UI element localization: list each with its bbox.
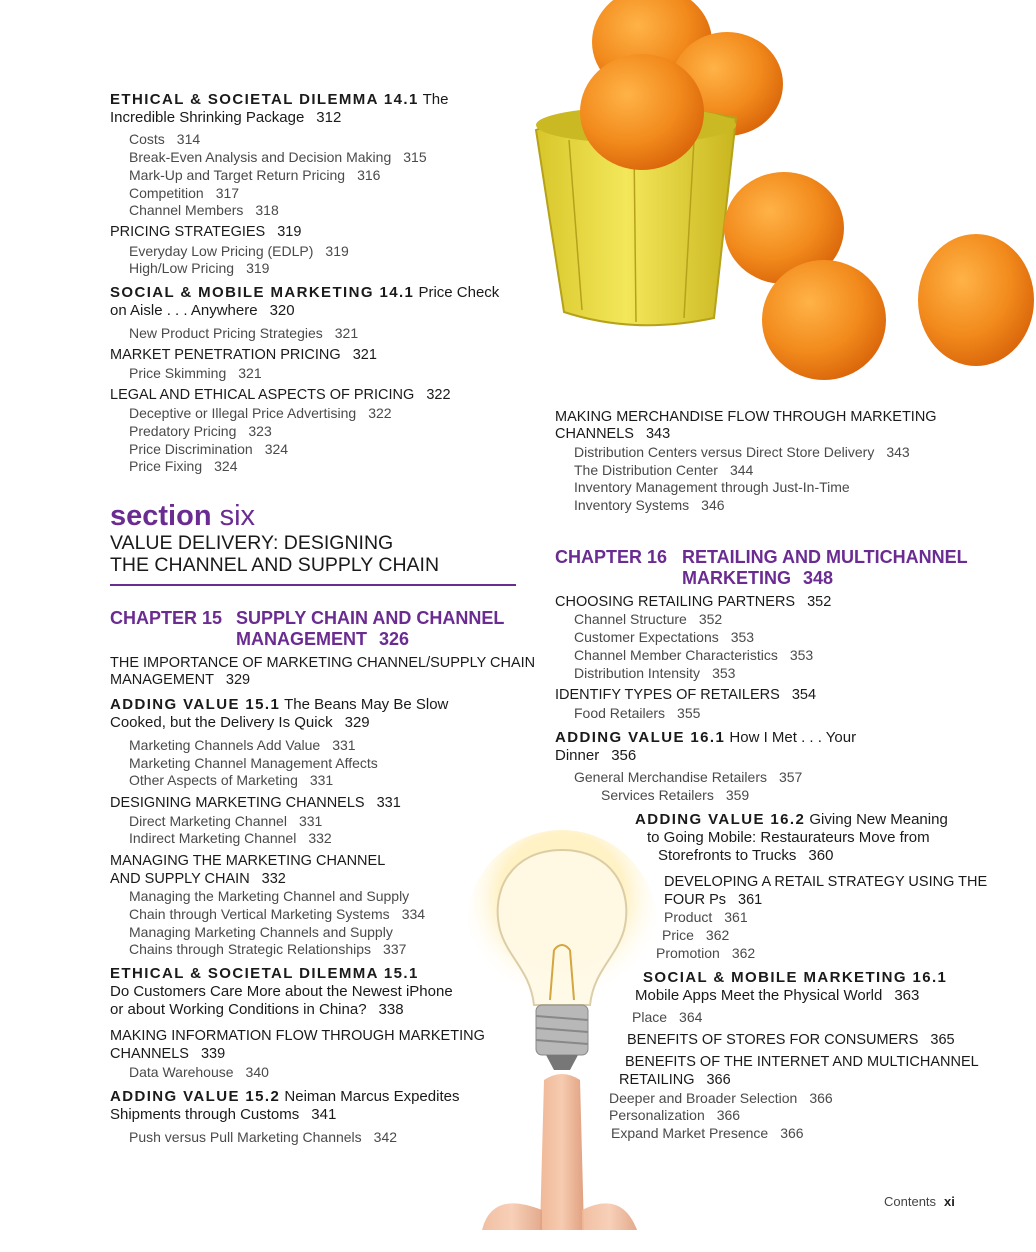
toc-entry[interactable] xyxy=(110,223,301,241)
toc-entry-page: 319 xyxy=(246,260,270,276)
toc-entry-title: Mark-Up and Target Return Pricing xyxy=(129,167,346,183)
toc-entry-title: DEVELOPING A RETAIL STRATEGY USING THE xyxy=(664,874,988,890)
toc-entry-page: 329 xyxy=(344,714,370,731)
toc-entry[interactable] xyxy=(129,457,238,475)
toc-entry-page: 366 xyxy=(706,1072,731,1088)
toc-entry-title: PRICING STRATEGIES xyxy=(110,224,266,240)
toc-entry-title: CHANNELS xyxy=(555,426,634,442)
toc-entry[interactable] xyxy=(632,1008,702,1026)
toc-entry-title: CHOOSING RETAILING PARTNERS xyxy=(555,594,796,610)
toc-entry-page: 332 xyxy=(308,830,332,846)
toc-entry-title: IDENTIFY TYPES OF RETAILERS xyxy=(555,687,780,703)
toc-entry-page: 365 xyxy=(930,1032,955,1048)
toc-entry-title: LEGAL AND ETHICAL ASPECTS OF PRICING xyxy=(110,387,415,403)
toc-entry-title: Break-Even Analysis and Decision Making xyxy=(129,149,392,165)
toc-entry-title: The Distribution Center xyxy=(574,462,718,478)
toc-entry[interactable] xyxy=(110,965,419,983)
toc-entry-title: Cooked, but the Delivery Is Quick xyxy=(110,714,333,731)
toc-entry[interactable] xyxy=(110,302,295,320)
toc-entry[interactable] xyxy=(555,408,937,426)
toc-entry-title: Place xyxy=(632,1009,668,1025)
toc-entry[interactable] xyxy=(574,646,813,664)
toc-entry[interactable] xyxy=(601,786,749,804)
toc-entry-title: Distribution Intensity xyxy=(574,665,701,681)
chapter-16-title-line-2: MARKETING xyxy=(682,568,791,588)
toc-entry[interactable] xyxy=(555,747,636,765)
toc-entry-title: Deceptive or Illegal Price Advertising xyxy=(129,405,357,421)
oranges-basket-image xyxy=(524,0,1036,390)
toc-entry-title: The Beans May Be Slow xyxy=(284,696,449,713)
chapter-15-title-line-2-wrap[interactable] xyxy=(236,629,409,650)
toc-entry[interactable] xyxy=(664,908,748,926)
toc-entry[interactable] xyxy=(574,704,700,722)
toc-entry[interactable] xyxy=(664,891,762,909)
toc-entry-title: Chain through Vertical Marketing Systems xyxy=(129,906,390,922)
toc-entry-title: Managing the Marketing Channel and Supply xyxy=(129,888,410,904)
toc-entry[interactable] xyxy=(643,969,947,987)
toc-entry-page: 321 xyxy=(238,365,262,381)
chapter-16-heading[interactable] xyxy=(555,547,968,568)
toc-entry[interactable] xyxy=(129,364,262,382)
toc-entry-page: 315 xyxy=(403,149,427,165)
toc-entry-title: BENEFITS OF THE INTERNET AND MULTICHANNEL xyxy=(625,1054,979,1070)
feature-box-label: ETHICAL & SOCIETAL DILEMMA 14.1 xyxy=(110,91,419,108)
toc-entry[interactable] xyxy=(555,686,816,704)
footer-page-number: xi xyxy=(944,1194,955,1209)
toc-entry-page: 318 xyxy=(255,202,279,218)
toc-entry[interactable] xyxy=(129,324,358,342)
chapter-15-title-line-2: MANAGEMENT xyxy=(236,629,367,649)
toc-entry-title: Competition xyxy=(129,185,204,201)
toc-entry-title: Product xyxy=(664,909,713,925)
toc-entry-title: Do Customers Care More about the Newest iPhone xyxy=(110,983,453,1000)
toc-entry[interactable] xyxy=(635,811,948,829)
toc-entry-title: Marketing Channels Add Value xyxy=(129,737,321,753)
toc-entry-page: 362 xyxy=(731,945,756,961)
toc-entry[interactable] xyxy=(664,873,987,891)
toc-entry-page: 353 xyxy=(730,629,755,645)
chapter-15-title-line-1: SUPPLY CHAIN AND CHANNEL xyxy=(236,608,505,628)
feature-box-label: SOCIAL & MOBILE MARKETING 16.1 xyxy=(643,969,948,986)
toc-entry-title: Promotion xyxy=(656,945,720,961)
toc-entry-page: 314 xyxy=(176,131,201,147)
toc-entry-title: FOUR Ps xyxy=(664,892,727,908)
toc-entry-title: Channel Structure xyxy=(574,611,687,627)
toc-entry-page: 331 xyxy=(332,737,356,753)
toc-entry[interactable] xyxy=(609,1089,833,1107)
toc-entry-page: 321 xyxy=(334,325,359,341)
toc-entry-title: Chains through Strategic Relationships xyxy=(129,941,372,957)
toc-entry[interactable] xyxy=(662,926,729,944)
toc-entry-title: or about Working Conditions in China? xyxy=(110,1001,367,1018)
toc-entry-page: 353 xyxy=(712,665,736,681)
toc-entry[interactable] xyxy=(129,166,380,184)
toc-entry[interactable] xyxy=(609,1106,740,1124)
chapter-15-page: 326 xyxy=(379,629,410,649)
toc-entry[interactable] xyxy=(110,109,341,127)
toc-entry[interactable] xyxy=(110,671,250,689)
toc-entry-page: 366 xyxy=(809,1090,833,1106)
toc-entry-title: AND SUPPLY CHAIN xyxy=(110,871,250,887)
toc-entry[interactable] xyxy=(110,1106,336,1124)
chapter-15-number: CHAPTER 15 xyxy=(110,608,223,628)
toc-entry-title: MANAGING THE MARKETING CHANNEL xyxy=(110,853,386,869)
toc-entry-title: MAKING INFORMATION FLOW THROUGH MARKETING xyxy=(110,1028,485,1044)
toc-entry[interactable] xyxy=(110,794,401,812)
toc-entry-page: 340 xyxy=(245,1064,269,1080)
toc-entry-title: MAKING MERCHANDISE FLOW THROUGH MARKETING xyxy=(555,409,937,425)
chapter-16-title-line-1: RETAILING AND MULTICHANNEL xyxy=(682,547,968,567)
toc-entry-page: 360 xyxy=(808,847,834,864)
toc-entry-title: Customer Expectations xyxy=(574,629,719,645)
toc-entry-title: New Product Pricing Strategies xyxy=(129,325,323,341)
section-number-word: six xyxy=(219,500,256,532)
toc-entry-page: 352 xyxy=(807,594,832,610)
toc-entry-page: 341 xyxy=(311,1106,337,1123)
toc-entry[interactable] xyxy=(129,940,406,958)
toc-entry-title: Price Discrimination xyxy=(129,441,253,457)
toc-entry-title: Deeper and Broader Selection xyxy=(609,1090,798,1106)
feature-box-label: ADDING VALUE 15.2 xyxy=(110,1088,281,1105)
toc-entry-title: Distribution Centers versus Direct Store Delivery xyxy=(574,444,875,460)
chapter-16-page: 348 xyxy=(803,568,834,588)
chapter-15-heading[interactable] xyxy=(110,608,504,629)
toc-entry-page: 316 xyxy=(357,167,381,183)
toc-entry-page: 332 xyxy=(261,871,286,887)
toc-entry[interactable] xyxy=(647,829,930,847)
toc-entry-page: 356 xyxy=(611,747,637,764)
toc-entry-title: Indirect Marketing Channel xyxy=(129,830,297,846)
toc-entry[interactable] xyxy=(574,461,753,479)
toc-entry[interactable] xyxy=(129,1063,269,1081)
toc-entry-title: THE IMPORTANCE OF MARKETING CHANNEL/SUPPLY CHAIN xyxy=(110,655,536,671)
toc-entry-title: Storefronts to Trucks xyxy=(658,847,797,864)
light-bulb-image xyxy=(462,830,662,1230)
toc-entry[interactable] xyxy=(110,346,377,364)
toc-entry-title: Channel Member Characteristics xyxy=(574,647,778,663)
toc-entry[interactable] xyxy=(574,496,725,514)
toc-entry[interactable] xyxy=(110,983,453,1001)
toc-entry[interactable] xyxy=(129,440,288,458)
chapter-16-number: CHAPTER 16 xyxy=(555,547,668,567)
toc-entry-title: on Aisle . . . Anywhere xyxy=(110,302,258,319)
toc-entry-title: Inventory Systems xyxy=(574,497,690,513)
toc-entry-title: Everyday Low Pricing (EDLP) xyxy=(129,243,314,259)
toc-entry-title: to Going Mobile: Restaurateurs Move from xyxy=(647,829,930,846)
toc-entry[interactable] xyxy=(129,259,269,277)
toc-entry-page: 323 xyxy=(248,423,272,439)
feature-box-label: SOCIAL & MOBILE MARKETING 14.1 xyxy=(110,284,415,301)
feature-box-label: ADDING VALUE 16.2 xyxy=(635,811,806,828)
toc-entry-page: 331 xyxy=(376,795,401,811)
toc-entry-page: 353 xyxy=(789,647,814,663)
toc-entry[interactable] xyxy=(555,593,831,611)
toc-entry[interactable] xyxy=(129,905,425,923)
toc-entry[interactable] xyxy=(110,1027,485,1045)
toc-entry-title: Data Warehouse xyxy=(129,1064,234,1080)
toc-entry-page: 317 xyxy=(215,185,240,201)
toc-entry-title: MANAGEMENT xyxy=(110,672,214,688)
toc-entry-title: Price Check xyxy=(418,284,500,301)
feature-box-label: ADDING VALUE 16.1 xyxy=(555,729,726,746)
toc-entry-page: 364 xyxy=(679,1009,703,1025)
footer-label: Contents xyxy=(884,1194,937,1209)
toc-entry[interactable] xyxy=(574,610,722,628)
section-rule xyxy=(110,584,516,586)
toc-entry[interactable] xyxy=(574,478,850,496)
toc-entry-title: How I Met . . . Your xyxy=(729,729,857,746)
toc-entry[interactable] xyxy=(129,887,409,905)
toc-entry-title: DESIGNING MARKETING CHANNELS xyxy=(110,795,365,811)
toc-entry-page: 359 xyxy=(725,787,750,803)
toc-entry[interactable] xyxy=(129,242,349,260)
toc-entry-title: The xyxy=(422,91,449,108)
toc-entry[interactable] xyxy=(110,714,370,732)
toc-entry[interactable] xyxy=(110,654,535,672)
toc-entry-title: Personalization xyxy=(609,1107,705,1123)
toc-entry[interactable] xyxy=(129,201,279,219)
toc-entry-page: 331 xyxy=(298,813,323,829)
toc-entry-page: 322 xyxy=(426,387,451,403)
toc-entry[interactable] xyxy=(110,1088,459,1106)
toc-entry-title: BENEFITS OF STORES FOR CONSUMERS xyxy=(627,1032,919,1048)
toc-entry-title: Neiman Marcus Expedites xyxy=(284,1088,460,1105)
toc-entry-page: 337 xyxy=(383,941,407,957)
toc-entry[interactable] xyxy=(555,729,856,747)
toc-entry[interactable] xyxy=(110,284,499,302)
toc-entry[interactable] xyxy=(611,1124,804,1142)
toc-entry-title: Food Retailers xyxy=(574,705,666,721)
toc-entry[interactable] xyxy=(110,870,286,888)
toc-entry-page: 338 xyxy=(378,1001,404,1018)
toc-entry[interactable] xyxy=(129,404,392,422)
toc-entry[interactable] xyxy=(129,829,332,847)
toc-entry-page: 320 xyxy=(269,302,295,319)
toc-entry[interactable] xyxy=(129,771,333,789)
toc-entry[interactable] xyxy=(110,696,448,714)
toc-entry-page: 361 xyxy=(724,909,748,925)
toc-entry-page: 319 xyxy=(277,224,302,240)
toc-entry-page: 354 xyxy=(791,687,817,703)
toc-entry-page: 363 xyxy=(894,987,920,1004)
toc-entry-title: MARKET PENETRATION PRICING xyxy=(110,347,341,363)
section-word: section xyxy=(110,500,212,532)
toc-entry-title: Direct Marketing Channel xyxy=(129,813,287,829)
toc-entry[interactable] xyxy=(574,768,802,786)
toc-entry-page: 312 xyxy=(316,109,342,126)
toc-entry-title: Predatory Pricing xyxy=(129,423,237,439)
toc-entry-title: Channel Members xyxy=(129,202,244,218)
toc-entry-page: 342 xyxy=(373,1129,398,1145)
toc-entry[interactable] xyxy=(574,443,910,461)
toc-entry-page: 321 xyxy=(352,347,377,363)
toc-entry[interactable] xyxy=(129,1128,397,1146)
toc-entry[interactable] xyxy=(129,754,378,772)
toc-entry-title: Marketing Channel Management Affects xyxy=(129,755,378,771)
toc-entry-title: Other Aspects of Marketing xyxy=(129,772,298,788)
section-title-line-2: THE CHANNEL AND SUPPLY CHAIN xyxy=(110,554,440,576)
toc-entry[interactable] xyxy=(555,425,670,443)
toc-entry-page: 352 xyxy=(698,611,723,627)
toc-entry[interactable] xyxy=(656,944,755,962)
toc-entry[interactable] xyxy=(627,1031,955,1049)
toc-entry[interactable] xyxy=(129,422,272,440)
toc-entry-title: RETAILING xyxy=(619,1072,695,1088)
section-heading xyxy=(110,500,255,532)
toc-entry-page: 361 xyxy=(738,892,763,908)
toc-entry-title: Expand Market Presence xyxy=(611,1125,769,1141)
toc-entry-page: 366 xyxy=(780,1125,804,1141)
toc-entry[interactable] xyxy=(129,736,356,754)
toc-entry-title: Price Fixing xyxy=(129,458,203,474)
toc-entry-page: 346 xyxy=(701,497,725,513)
toc-entry-title: Price xyxy=(662,927,694,943)
toc-entry[interactable] xyxy=(110,91,448,109)
toc-entry-title: Push versus Pull Marketing Channels xyxy=(129,1129,362,1145)
toc-entry-title: Mobile Apps Meet the Physical World xyxy=(635,987,883,1004)
toc-entry[interactable] xyxy=(110,1045,225,1063)
toc-entry[interactable] xyxy=(110,1001,404,1019)
toc-entry-title: Services Retailers xyxy=(601,787,714,803)
toc-entry-page: 343 xyxy=(886,444,910,460)
toc-entry[interactable] xyxy=(129,148,427,166)
toc-entry[interactable] xyxy=(129,923,393,941)
toc-entry-page: 331 xyxy=(309,772,334,788)
toc-entry-title: General Merchandise Retailers xyxy=(574,769,767,785)
feature-box-label: ADDING VALUE 15.1 xyxy=(110,696,281,713)
toc-entry-page: 322 xyxy=(368,405,392,421)
toc-entry-title: High/Low Pricing xyxy=(129,260,235,276)
toc-entry-title: Inventory Management through Just-In-Time xyxy=(574,479,850,495)
feature-box-label: ETHICAL & SOCIETAL DILEMMA 15.1 xyxy=(110,965,419,982)
section-title-line-1: VALUE DELIVERY: DESIGNING xyxy=(110,532,394,554)
toc-entry-title: Incredible Shrinking Package xyxy=(110,109,305,126)
toc-entry[interactable] xyxy=(574,664,735,682)
chapter-16-title-line-2-wrap[interactable] xyxy=(682,568,833,589)
toc-entry-page: 339 xyxy=(200,1046,226,1062)
toc-entry-page: 357 xyxy=(778,769,803,785)
toc-entry[interactable] xyxy=(625,1053,979,1071)
toc-entry-title: Costs xyxy=(129,131,165,147)
toc-entry[interactable] xyxy=(635,987,919,1005)
toc-entry-title: CHANNELS xyxy=(110,1046,189,1062)
toc-entry-page: 324 xyxy=(264,441,289,457)
toc-entry[interactable] xyxy=(129,184,239,202)
toc-entry[interactable] xyxy=(110,386,451,404)
page-footer xyxy=(884,1194,955,1209)
toc-entry-page: 343 xyxy=(645,426,671,442)
toc-entry-page: 362 xyxy=(705,927,730,943)
toc-entry-page: 329 xyxy=(225,672,251,688)
toc-entry-page: 334 xyxy=(401,906,426,922)
toc-entry-page: 355 xyxy=(677,705,701,721)
toc-entry-title: Managing Marketing Channels and Supply xyxy=(129,924,393,940)
toc-entry[interactable] xyxy=(658,847,833,865)
toc-entry[interactable] xyxy=(574,628,754,646)
toc-entry[interactable] xyxy=(110,852,385,870)
toc-entry-title: Dinner xyxy=(555,747,600,764)
toc-entry[interactable] xyxy=(129,130,200,148)
toc-entry-title: Price Skimming xyxy=(129,365,227,381)
toc-entry-title: Giving New Meaning xyxy=(809,811,948,828)
toc-entry[interactable] xyxy=(619,1071,731,1089)
toc-entry-title: Shipments through Customs xyxy=(110,1106,300,1123)
toc-entry[interactable] xyxy=(129,812,322,830)
toc-entry-page: 324 xyxy=(214,458,238,474)
toc-entry-page: 366 xyxy=(716,1107,741,1123)
toc-entry-page: 344 xyxy=(729,462,754,478)
toc-entry-page: 319 xyxy=(325,243,349,259)
